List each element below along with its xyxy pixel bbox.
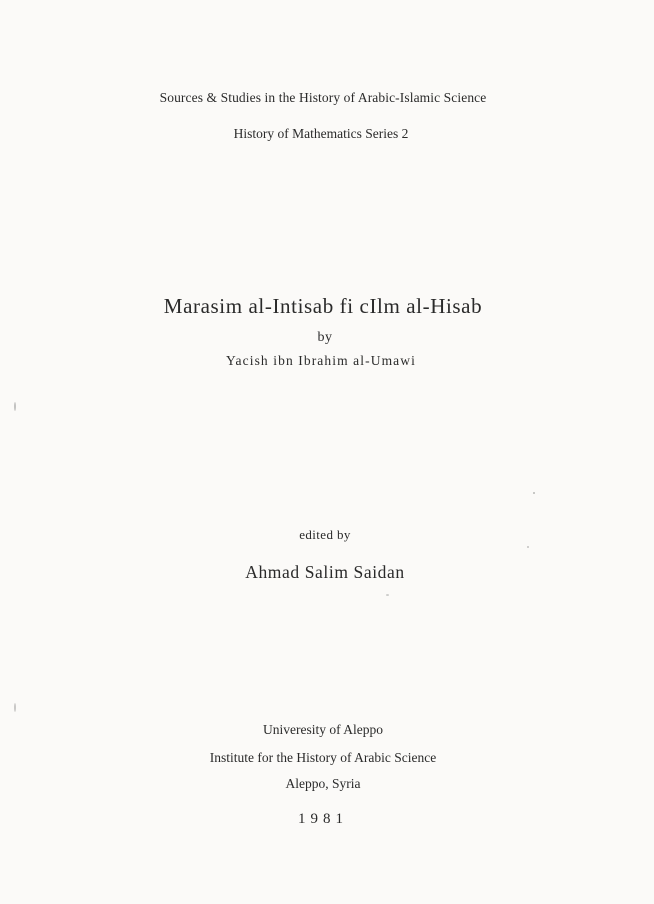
series-subseries: History of Mathematics Series 2 [233,126,409,141]
paper-speck [527,546,529,548]
publication-place: Aleppo, Syria [285,776,361,791]
paper-speck [14,402,16,411]
university-name: Univeresity of Aleppo [263,722,383,737]
edited-by-label: edited by [299,527,351,542]
book-author: Yacish ibn Ibrahim al-Umawi [226,353,416,368]
institute-name: Institute for the History of Arabic Science [209,750,437,765]
paper-speck [14,703,16,712]
series-collection: Sources & Studies in the History of Arabic-Islamic Science [159,90,487,105]
book-title: Marasim al-Intisab fi cIlm al-Hisab [163,294,483,318]
by-label: by [317,330,333,345]
paper-speck [533,492,535,494]
publication-year: 1981 [298,811,348,827]
editor-name: Ahmad Salim Saidan [245,562,405,582]
paper-speck [386,594,389,596]
